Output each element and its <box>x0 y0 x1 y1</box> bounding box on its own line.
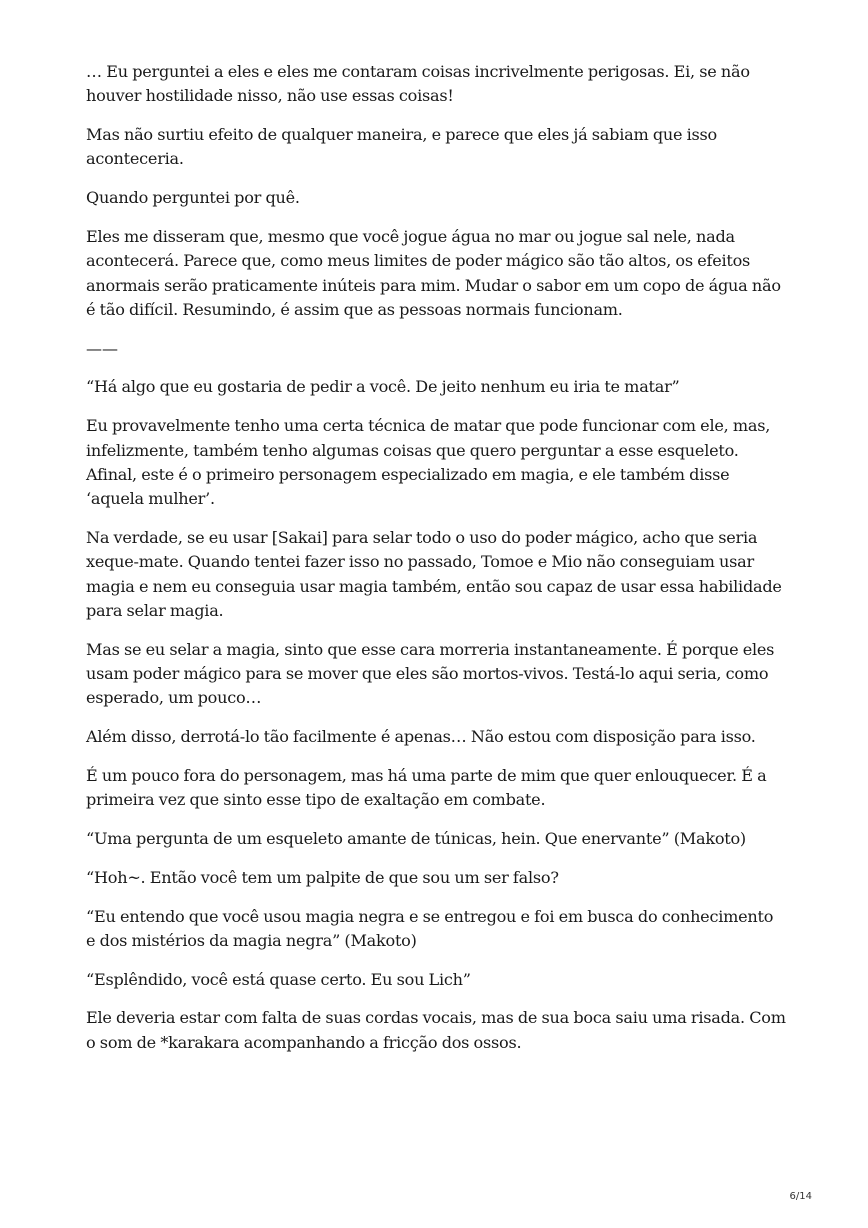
paragraph: Eles me disseram que, mesmo que você jogue água no mar ou jogue sal nele, nada acontecerá. Parece que, como meus limites de poder mágico são tão altos, os efeitos anormais serão praticamente inúteis para mim. Mudar o sabor em um copo de água não é tão difícil. Resumindo, é assim que as pessoas normais funcionam. <box>86 226 781 319</box>
paragraph: Além disso, derrotá-lo tão facilmente é apenas… Não estou com disposição para isso. <box>86 727 756 747</box>
paragraph: “Há algo que eu gostaria de pedir a você. De jeito nenhum eu iria te matar” <box>86 377 680 397</box>
paragraph: “Eu entendo que você usou magia negra e se entregou e foi em busca do conhecimento e dos mistérios da magia negra” (Makoto) <box>86 906 774 950</box>
paragraph: … Eu perguntei a eles e eles me contaram coisas incrivelmente perigosas. Ei, se não houver hostilidade nisso, não use essas coisas! <box>86 62 750 106</box>
paragraph: Quando perguntei por quê. <box>86 188 300 208</box>
paragraph: Na verdade, se eu usar [Sakai] para selar todo o uso do poder mágico, acho que seria xeque-mate. Quando tentei fazer isso no passado, Tomoe e Mio não conseguiam usar magia e nem eu conseguia usar magia também, então sou capaz de usar essa habilidade para selar magia. <box>86 527 782 620</box>
paragraph: Ele deveria estar com falta de suas cordas vocais, mas de sua boca saiu uma risada. Com o som de *karakara acompanhando a fricção dos ossos. <box>86 1008 786 1052</box>
paragraph: Mas não surtiu efeito de qualquer maneira, e parece que eles já sabiam que isso aconteceria. <box>86 125 717 169</box>
document-body <box>86 60 786 1070</box>
paragraph: “Hoh~. Então você tem um palpite de que sou um ser falso? <box>86 867 559 887</box>
paragraph: “Uma pergunta de um esqueleto amante de túnicas, hein. Que enervante” (Makoto) <box>86 828 746 848</box>
page-number: 6/14 <box>789 1191 812 1202</box>
paragraph: É um pouco fora do personagem, mas há uma parte de mim que quer enlouquecer. É a primeira vez que sinto esse tipo de exaltação em combate. <box>86 765 767 810</box>
scene-divider: —— <box>86 338 118 358</box>
paragraph: “Esplêndido, você está quase certo. Eu sou Lich” <box>86 969 471 989</box>
paragraph: Mas se eu selar a magia, sinto que esse cara morreria instantaneamente. É porque eles usam poder mágico para se mover que eles são mortos-vivos. Testá-lo aqui seria, como esperado, um pouco… <box>86 639 775 708</box>
paragraph: Eu provavelmente tenho uma certa técnica de matar que pode funcionar com ele, mas, infelizmente, também tenho algumas coisas que quero perguntar a esse esqueleto. Afinal, este é o primeiro personagem especializado em magia, e ele também disse ‘aquela mulher’. <box>86 416 771 509</box>
